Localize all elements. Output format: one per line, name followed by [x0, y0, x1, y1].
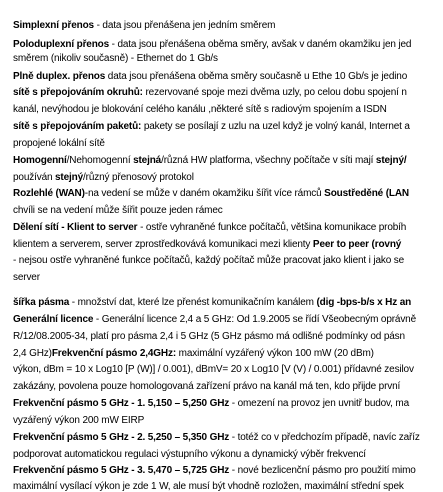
doc-line-19: R/12/08.2005-34, platí pro pásma 2,4 i 5 GHz (5 GHz pásmo má odlišné podmínky od pásn — [13, 331, 405, 342]
doc-line-3: směrem (nikoliv současně) - Ethernet do 1 Gb/s — [13, 53, 218, 64]
doc-line-24: vyzářený výkon 200 mW EIRP — [13, 415, 145, 426]
doc-line-15: - nejsou ostře vyhraněné funkce počítačů, každý počítač může pracovat jako klient i jako se — [13, 255, 405, 266]
doc-line-17: šířka pásma - množství dat, které lze přenést komunikačním kanálem (dig -bps-b/s x Hz an — [13, 297, 412, 308]
doc-line-28: maximální vysílací výkon je zde 1 W, ale musí být vhodně rozložen, maximální střední spek — [13, 481, 404, 492]
doc-line-6: kanál, nevýhodou je blokování celého kanálu ,některé sítě s radiovým spojením a ISDN — [13, 104, 387, 115]
doc-line-23: Frekvenční pásmo 5 GHz - 1. 5,150 – 5,250 GHz - omezení na provoz jen uvnitř budov, ma — [13, 398, 410, 409]
doc-line-8: propojené lokální sítě — [13, 138, 105, 149]
doc-line-27: Frekvenční pásmo 5 GHz - 3. 5,470 – 5,725 GHz - nové bezlicenční pásmo pro použití mimo — [13, 465, 416, 476]
doc-line-7: sítě s přepojováním paketů: pakety se posílají z uzlu na uzel když je volný kanál, Internet a — [13, 121, 410, 132]
doc-line-5: sítě s přepojováním okruhů: rezervované spoje mezi dvěma uzly, po celou dobu spojení n — [13, 87, 407, 98]
doc-line-25: Frekvenční pásmo 5 GHz - 2. 5,250 – 5,350 GHz - totéž co v předchozím případě, navíc zaříz — [13, 432, 420, 443]
doc-line-4: Plně duplex. přenos data jsou přenášena oběma směry současně u Ethe 10 Gb/s je jedino — [13, 71, 408, 82]
doc-line-1: Simplexní přenos - data jsou přenášena jen jedním směrem — [13, 20, 276, 31]
doc-line-2: Poloduplexní přenos - data jsou přenášena oběma směry, avšak v daném okamžiku jen jed — [13, 39, 412, 50]
doc-line-21: výkon, dBm = 10 x Log10 [P (W)] / 0.001), dBmV= 20 x Log10 [V (V) / 0.001) přídavné zesilov — [13, 364, 414, 375]
doc-line-11: Rozlehlé (WAN)-na vedení se může v daném okamžiku šířit více rámců Soustředěné (LAN — [13, 188, 410, 199]
doc-line-18: Generální licence - Generální licence 2,4 a 5 GHz: Od 1.9.2005 se řídí Všeobecným oprávně — [13, 314, 416, 325]
doc-line-26: podporovat automatickou regulaci výstupního výkonu a dynamický výběr frekvencí — [13, 449, 366, 460]
doc-line-14: klientem a serverem, server zprostředkovává komunikaci mezi klienty Peer to peer (rovný — [13, 239, 402, 250]
doc-line-16: server — [13, 272, 40, 283]
doc-line-10: používán stejný/různý přenosový protokol — [13, 172, 194, 183]
doc-line-13: Dělení sítí - Klient to server - ostře vyhraněné funkce počítačů, většina komunikace probíh — [13, 222, 407, 233]
doc-line-9: Homogenní/Nehomogenní stejná/různá HW platforma, všechny počítače v síti mají stejný/ — [13, 155, 407, 166]
doc-line-12: chvíli se na vedení může šířit pouze jeden rámec — [13, 205, 223, 216]
doc-line-22: zakázány, povolena pouze homologovaná zařízení právo na kanál má ten, kdo přijde první — [13, 381, 401, 392]
doc-line-20: 2,4 GHz)Frekvenční pásmo 2,4GHz: maximální vyzářený výkon 100 mW (20 dBm) — [13, 348, 374, 359]
